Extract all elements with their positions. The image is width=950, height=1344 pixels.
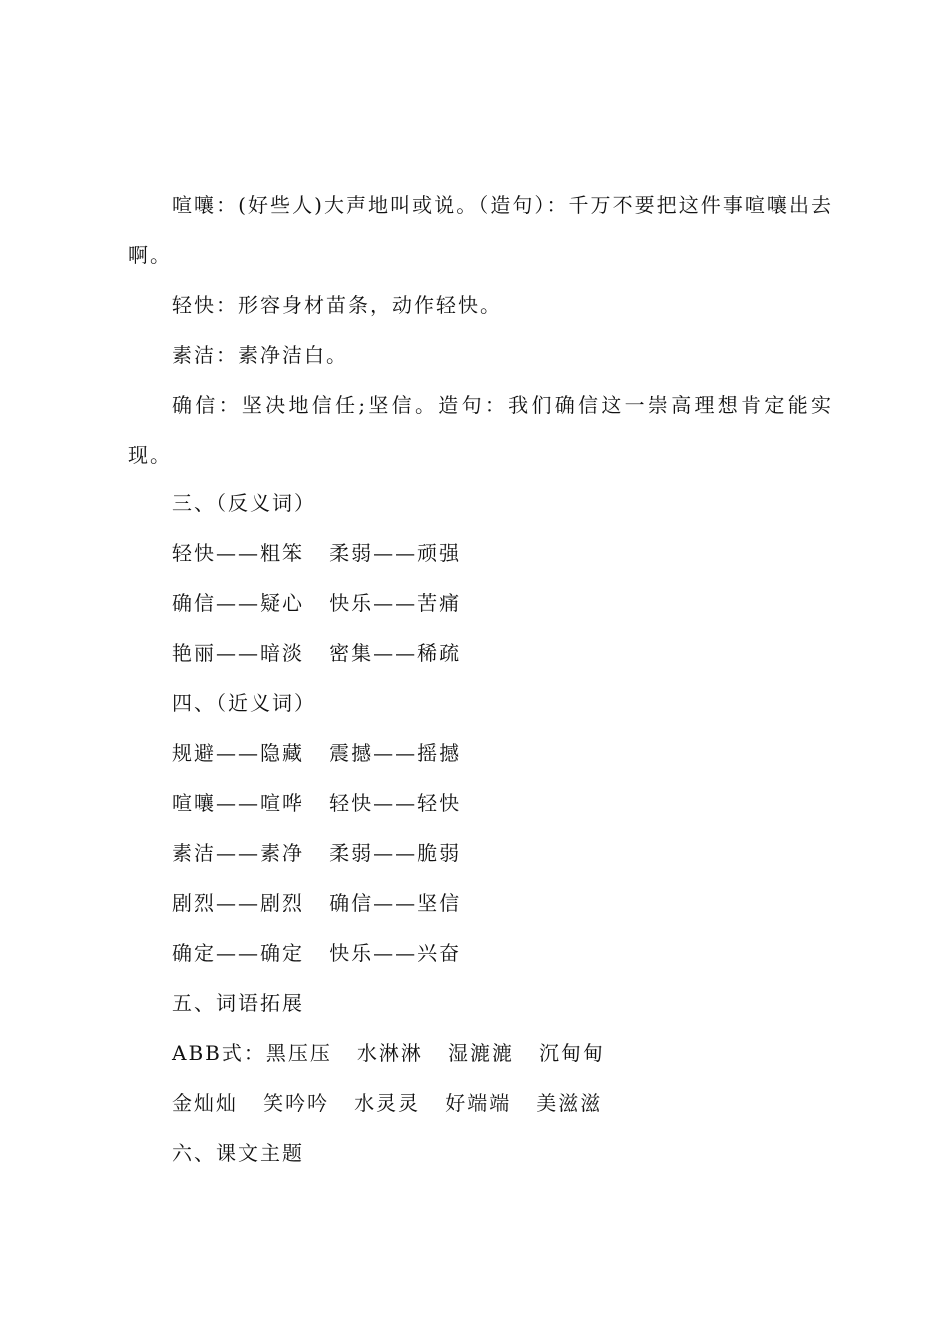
definition-qingkuai: 轻快：形容身材苗条，动作轻快。 [172, 293, 502, 317]
antonym-line: 确信——疑心 快乐——苦痛 [172, 591, 462, 615]
synonym-line: 喧嚷——喧哗 轻快——轻快 [172, 791, 462, 815]
definition-quexin: 确信：坚决地信任;坚信。造句：我们确信这一崇高理想肯定能实现。 [128, 393, 833, 467]
antonyms-heading: 三、（反义词） [172, 491, 316, 515]
synonym-line: 规避——隐藏 震撼——摇撼 [172, 741, 462, 765]
synonym-line: 素洁——素净 柔弱——脆弱 [172, 841, 462, 865]
expansion-line: 金灿灿 笑吟吟 水灵灵 好端端 美滋滋 [172, 1091, 603, 1115]
expansion-heading: 五、词语拓展 [172, 991, 304, 1015]
antonym-line: 轻快——粗笨 柔弱——顽强 [172, 541, 462, 565]
expansion-line: ABB式：黑压压 水淋淋 湿漉漉 沉甸甸 [172, 1041, 606, 1065]
synonym-line: 剧烈——剧烈 确信——坚信 [172, 891, 462, 915]
theme-heading: 六、课文主题 [172, 1141, 304, 1165]
antonym-line: 艳丽——暗淡 密集——稀疏 [172, 641, 462, 665]
synonyms-heading: 四、（近义词） [172, 691, 316, 715]
synonym-line: 确定——确定 快乐——兴奋 [172, 941, 462, 965]
definition-sujie: 素洁：素净洁白。 [172, 343, 348, 367]
definition-xuanrang: 喧嚷：(好些人)大声地叫或说。（造句）：千万不要把这件事喧嚷出去啊。 [128, 193, 833, 267]
